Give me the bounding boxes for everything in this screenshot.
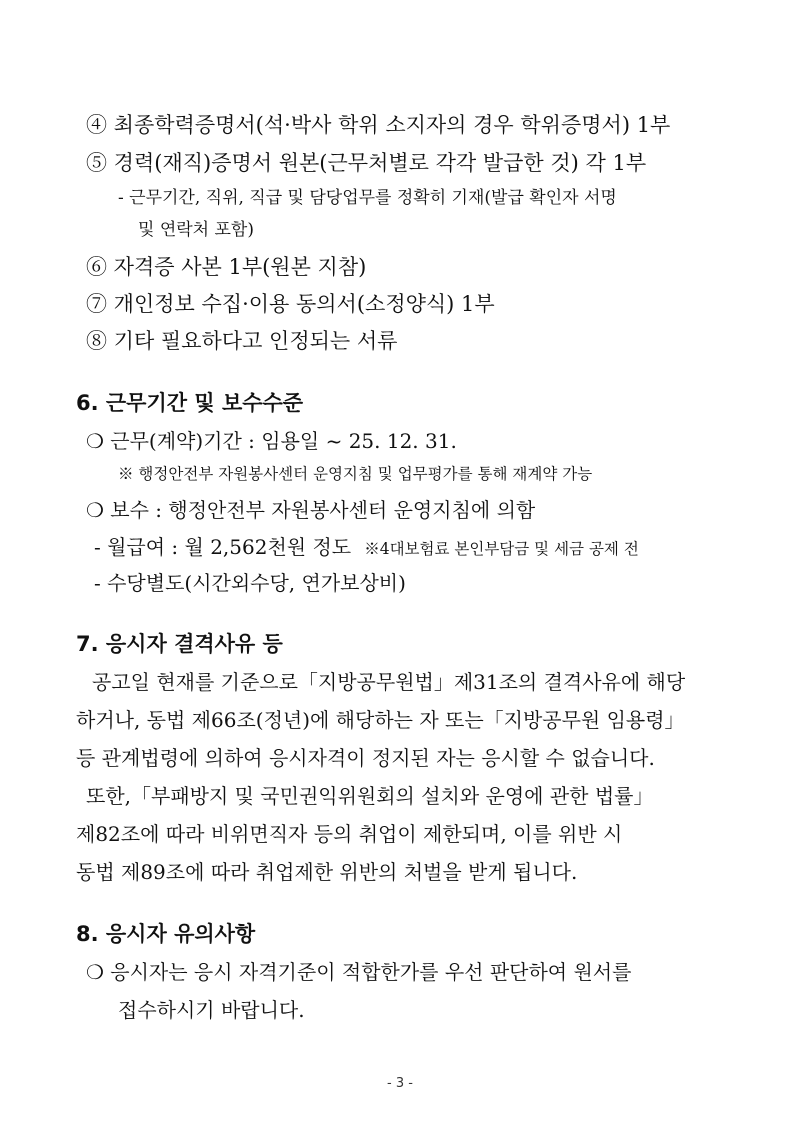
section7-line-5: 제82조에 따라 비위면직자 등의 취업이 제한되며, 이를 위반 시 — [76, 822, 623, 846]
section6-salary-note: ※4대보험료 본인부담금 및 세금 공제 전 — [364, 540, 639, 558]
page-number: - 3 - — [387, 1076, 413, 1091]
doc-item-4: ④ 최종학력증명서(석·박사 학위 소지자의 경우 학위증명서) 1부 — [86, 113, 671, 137]
doc-item-7: ⑦ 개인정보 수집·이용 동의서(소정양식) 1부 — [86, 292, 495, 316]
doc-item-8: ⑧ 기타 필요하다고 인정되는 서류 — [86, 329, 398, 353]
section7-line-3: 등 관계법령에 의하여 응시자격이 정지된 자는 응시할 수 없습니다. — [76, 746, 655, 770]
section7-heading: 7. 응시자 결격사유 등 — [76, 632, 283, 656]
section6-period: ❍ 근무(계약)기간 : 임용일 ~ 25. 12. 31. — [86, 429, 457, 453]
section6-allowance: - 수당별도(시간외수당, 연가보상비) — [94, 571, 406, 595]
doc-item-5-note-line2: 및 연락처 포함) — [138, 220, 254, 240]
section6-heading: 6. 근무기간 및 보수수준 — [76, 391, 304, 415]
section6-salary-row — [94, 537, 639, 558]
section7-line-1: 공고일 현재를 기준으로「지방공무원법」제31조의 결격사유에 해당 — [92, 670, 686, 694]
section7-line-6: 동법 제89조에 따라 취업제한 위반의 처벌을 받게 됩니다. — [76, 860, 578, 884]
doc-item-6: ⑥ 자격증 사본 1부(원본 지참) — [86, 255, 367, 279]
section8-line-1: ❍ 응시자는 응시 자격기준이 적합한가를 우선 판단하여 원서를 — [86, 960, 632, 984]
doc-item-5-note-line1: - 근무기간, 직위, 직급 및 담당업무를 정확히 기재(발급 확인자 서명 — [118, 188, 617, 208]
section6-period-note: ※ 행정안전부 자원봉사센터 운영지침 및 업무평가를 통해 재계약 가능 — [118, 465, 593, 483]
section8-line-2: 접수하시기 바랍니다. — [118, 998, 305, 1022]
doc-item-5: ⑤ 경력(재직)증명서 원본(근무처별로 각각 발급한 것) 각 1부 — [86, 151, 647, 175]
section6-pay: ❍ 보수 : 행정안전부 자원봉사센터 운영지침에 의함 — [86, 498, 536, 522]
section8-heading: 8. 응시자 유의사항 — [76, 922, 256, 946]
section6-salary: - 월급여 : 월 2,562천원 정도 — [94, 535, 352, 559]
section7-line-2: 하거나, 동법 제66조(정년)에 해당하는 자 또는「지방공무원 임용령」 — [76, 708, 685, 732]
section7-line-4: 또한,「부패방지 및 국민권익위원회의 설치와 운영에 관한 법률」 — [86, 784, 654, 808]
